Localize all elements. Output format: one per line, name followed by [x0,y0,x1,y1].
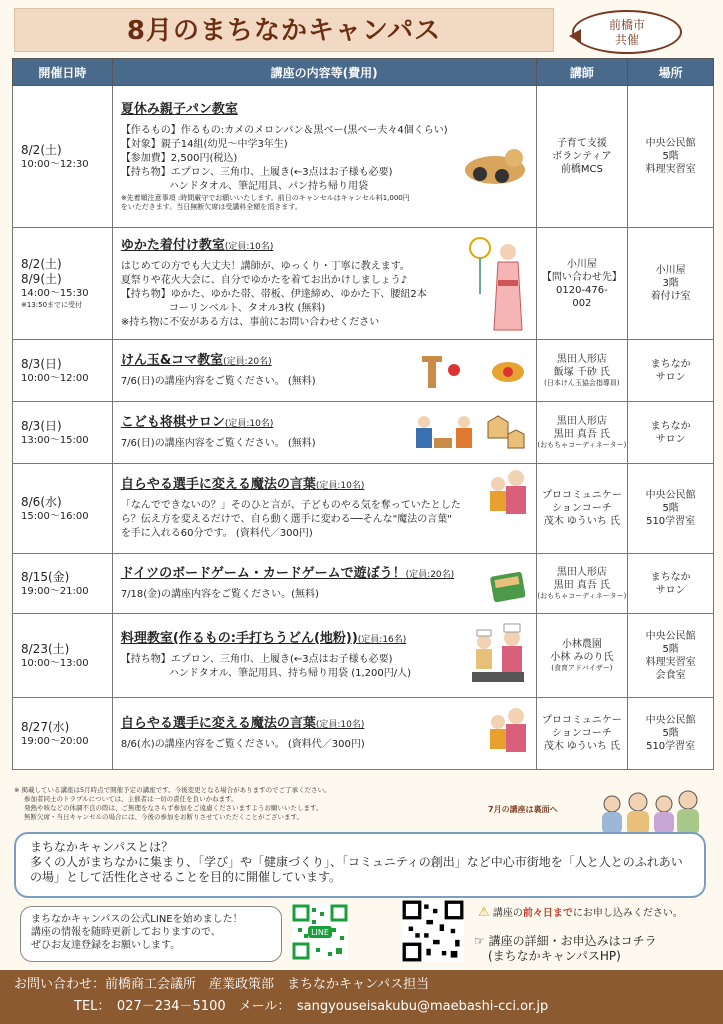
warning-icon: ⚠ [478,905,490,920]
date-main: 8/6(水) [21,494,62,509]
hp-line-1: 講座の詳細・お申込みはコチラ [488,934,657,948]
col-header-place: 場所 [628,59,714,86]
lecturer-line: 小林 みのり氏 [550,652,614,663]
about-text-2: の場」として活性化させることを目的に開催しています。 [30,870,342,884]
lecturer-line: 002 [572,297,592,309]
lecturer-line: 子育て支援 [556,138,607,149]
lecturer-cell [536,228,628,340]
course-title [121,237,528,256]
course-table [12,58,714,770]
cohost-line2: 共催 [614,33,639,47]
hp-link-text[interactable] [474,934,657,964]
place-line: サロン [655,371,686,383]
time-range: 13:00～15:00 [21,434,89,446]
contact-tel-mail[interactable]: TEL： 027－234－5100 メール： sangyouseisakubu@maebashi-cci.or.jp [74,999,549,1014]
apply-post: にお申し込みください。 [572,908,683,919]
bread-illustration [462,140,528,186]
place-cell [628,614,714,698]
lecturer-line: 前橋MCS [560,164,603,175]
lecturer-cell [536,554,628,614]
shogi-illustration [408,408,528,458]
place-line: 小川屋 [655,265,686,276]
date-cell [13,228,113,340]
footnotes [14,786,494,822]
lecturer-cell [536,340,628,402]
line-announcement [20,906,282,962]
lecturer-cell [536,86,628,228]
course-title [121,630,528,649]
kendama-top-illustration [418,348,528,394]
lecturer-line: 黒田人形店 [556,416,607,427]
place-line: まちなか [650,420,691,432]
lecturer-line: 飯塚 千砂 氏 [553,367,611,378]
table-row [13,698,714,770]
lecturer-line: プロコミュニケー [541,490,622,501]
place-cell [628,340,714,402]
content-cell [112,86,536,228]
place-line: 中央公民館 [645,630,696,642]
course-title-text: 料理教室(作るもの:手打ちうどん(地粉)) [120,631,358,646]
course-detail-line: 7/18(金)の講座内容をご覧ください。(無料) [120,589,319,600]
content-cell [112,340,536,402]
date-cell [13,554,113,614]
lecturer-line: 【問い合わせ先】 [541,271,622,283]
course-title-text: こども将棋サロン [120,415,225,430]
reception-note: ※13:50までに受付 [21,301,83,309]
place-line: 5階 [662,728,679,739]
note-4: 無断欠席・当日キャンセルの場合には、今後の参加をお断りさせていただくことがございます。 [24,813,303,821]
place-line: 中央公民館 [645,138,696,149]
line-text-2: 講座の情報を随時更新しておりますので、 [31,927,221,938]
course-fine-print: ※先着順注意事項 :時間厳守でお願いいたします。前日のキャンセルはキャンセル料1,000円 [120,194,410,202]
lecturer-cell [536,614,628,698]
place-line: 会食室 [655,669,686,681]
course-title-text: 自らやる選手に変える魔法の言葉 [120,716,316,731]
date-main: 8/2(土) [21,142,62,157]
date-cell [13,614,113,698]
place-line: 着付け室 [650,291,691,302]
course-title-text: 夏休み親子パン教室 [120,102,238,117]
place-line: 3階 [662,278,679,289]
course-detail-line: 7/6(日)の講座内容をご覧ください。 (無料) [120,438,316,449]
yukata-illustration [468,234,528,334]
hp-line-2: (まちなかキャンパスHP) [488,949,621,963]
date-main: 8/2(土) [21,257,62,271]
capacity: (定員:10名) [315,481,365,491]
lecturer-line: 茂木 ゆういち 氏 [543,741,621,752]
time-range: 19:00～20:00 [21,735,89,747]
capacity: (定員:10名) [315,720,365,730]
table-row [13,464,714,554]
time-range: 10:00～13:00 [21,657,89,669]
hp-qr-code[interactable] [402,900,464,962]
lecturer-cell [536,464,628,554]
place-cell [628,228,714,340]
course-title-text: ドイツのボードゲーム・カードゲームで遊ぼう！ [120,566,406,581]
place-cell [628,554,714,614]
table-row [13,614,714,698]
lecturer-line: 小林農園 [561,639,602,650]
about-heading: まちなかキャンパスとは？ [30,840,174,854]
place-line: サロン [655,584,686,596]
place-cell [628,464,714,554]
course-detail-line: 【持ち物】ゆかた、ゆかた帯、帯板、伊達締め、ゆかた下、腰紐2本 [120,289,427,300]
lecturer-title: (おもちゃコーディネーター) [537,441,627,449]
content-cell [112,402,536,464]
place-line: まちなか [650,358,691,370]
lecturer-line: 黒田 真吾 氏 [553,429,611,440]
date-main: 8/15(金) [21,569,70,584]
content-cell [112,228,536,340]
time-range: 19:00～21:00 [21,585,89,597]
course-title [121,565,528,584]
course-title-text: ゆかた着付け教室 [120,238,225,253]
content-cell [112,614,536,698]
place-line: サロン [655,433,686,445]
date-main: 8/23(土) [21,641,70,656]
course-title [121,715,528,734]
table-header-row [13,59,714,86]
place-line: 料理実習室 [645,656,696,668]
date-second: 8/9(土) [21,272,62,286]
july-courses-note: 7月の講座は裏面へ [488,805,558,814]
line-text-1: まちなかキャンパスの公式LINEを始めました！ [31,914,243,925]
coaching-illustration-2 [484,706,528,766]
lecturer-line: 黒田 真吾 氏 [553,580,611,591]
course-detail-line: 【持ち物】エプロン、三角巾、上履き(←3点はお子様も必要) [120,654,393,665]
date-main: 8/27(水) [21,719,70,734]
course-fine-print: をいただきます。当日無断欠席は受講料全額を頂きます。 [120,203,302,211]
note-1: ※ 掲載している講座は5月時点で開催予定の講座です。今後変更となる場合がありますのでご了承ください。 [14,786,331,794]
place-line: 料理実習室 [645,164,696,175]
apply-pre: 講座の [492,908,523,919]
course-detail-line: ら？伝え方を変えるだけで、自ら動く選手に変わる──そんな"魔法の言葉" [120,514,452,525]
course-detail-line: ハンドタオル、筆記用具、パン持ち帰り用袋 [168,181,369,192]
course-title-text: けん玉&コマ教室 [120,353,224,368]
family-illustration [594,790,706,838]
lecturer-cell [536,402,628,464]
table-row [13,86,714,228]
place-line: 5階 [662,503,679,514]
place-cell [628,698,714,770]
lecturer-line: 茂木 ゆういち 氏 [543,516,621,527]
cooking-illustration [468,622,528,690]
course-detail-line: 【持ち物】エプロン、三角巾、上履き(←3点はお子様も必要) [120,167,393,178]
table-row [13,554,714,614]
content-cell [112,464,536,554]
lecturer-line: ションコーチ [551,503,612,514]
date-cell [13,86,113,228]
capacity: (定員:16名) [357,635,407,645]
time-range: 15:00～16:00 [21,510,89,522]
table-row [13,402,714,464]
date-cell [13,340,113,402]
col-header-lecturer: 講師 [536,59,628,86]
course-detail-line: ※持ち物に不安がある方は、事前にお問い合わせください [120,317,380,328]
lecturer-line: プロコミュニケー [541,715,622,726]
place-line: 5階 [662,643,679,655]
lecturer-line: ションコーチ [551,728,612,739]
qr-line-label: LINE [311,928,329,937]
course-detail-line: ハンドタオル、筆記用具、持ち帰り用袋 (1,200円/人) [168,668,411,679]
lecturer-title: (食育アドバイザー) [551,664,613,672]
coaching-illustration [484,468,528,528]
course-title [121,101,528,120]
course-detail-line: はじめての方でも大丈夫！講師が、ゆっくり・丁寧に教えます。 [120,261,410,272]
note-3: 発熱や咳などの体調不良の際は、ご無理をなさらず参加をご遠慮くださいますようお願いいたします。 [24,804,323,812]
time-range: 10:00～12:00 [21,372,89,384]
lecturer-title: (おもちゃコーディネーター) [537,592,627,600]
course-detail-line: 【作るもの】作るもの:カメのメロンパン＆黒ベー(黒ベー夫々4個くらい) [120,125,448,136]
place-line: 510学習室 [646,741,696,752]
apply-deadline-red: 前々日まで [522,908,573,919]
table-row [13,340,714,402]
course-title [121,476,528,495]
content-cell [112,698,536,770]
pointing-hand-icon: ☞ [474,934,485,948]
title-banner [14,8,554,52]
content-cell [112,554,536,614]
course-detail-line: を手に入れる60分です。 (資料代／300円) [120,528,313,539]
course-detail-line: 【参加費】2,500円(税込) [120,153,238,164]
course-title-text: 自らやる選手に変える魔法の言葉 [120,477,316,492]
date-main: 8/3(日) [21,418,62,433]
col-header-date: 開催日時 [13,59,113,86]
apply-deadline [478,904,683,920]
lecturer-line: 黒田人形店 [556,567,607,578]
boardgame-illustration [488,568,528,608]
place-line: 5階 [662,151,679,162]
course-detail-line: 夏祭りや花火大会に、自分でゆかたを着てお出かけしましょう♪ [120,275,408,286]
cohost-line1: 前橋市 [608,18,645,32]
place-line: まちなか [650,571,691,583]
page-title: 8月のまちなかキャンパス [126,16,442,46]
table-row [13,228,714,340]
place-cell [628,402,714,464]
time-range: 14:00～15:30 [21,288,89,299]
course-detail-line: 【対象】親子14組(幼児～中学3年生) [120,139,288,150]
capacity: (定員:20名) [223,357,272,367]
contact-footer [0,970,723,1024]
capacity: (定員:10名) [224,419,274,429]
cohost-bubble [572,10,682,54]
about-box [14,832,706,898]
contact-dept: お問い合わせ：前橋商工会議所 産業政策部 まちなかキャンパス担当 [14,977,430,992]
place-line: 中央公民館 [645,715,696,726]
place-line: 中央公民館 [645,490,696,501]
course-detail-line: コーリンベルト、タオル3枚 (無料) [168,303,326,314]
date-cell [13,464,113,554]
col-header-content: 講座の内容等(費用) [112,59,536,86]
lecturer-line: 小川屋 [566,258,597,270]
date-cell [13,402,113,464]
line-text-3: ぜひお友達登録をお願いします。 [31,940,181,951]
lecturer-cell [536,698,628,770]
place-line: 510学習室 [646,516,696,527]
date-cell [13,698,113,770]
capacity: (定員:20名) [405,570,455,580]
lecturer-line: 0120-476- [556,284,608,296]
lecturer-title: (日本けん玉協会指導員) [544,379,620,387]
lecturer-line: 黒田人形店 [556,354,607,365]
course-detail-line: 「なんでできないの？」そのひと言が、子どものやる気を奪っていたとした [120,500,461,511]
time-range: 10:00～12:30 [21,158,89,170]
date-main: 8/3(日) [21,356,62,371]
course-detail-line: 7/6(日)の講座内容をご覧ください。 (無料) [120,376,316,387]
note-2: 参加者同士のトラブルについては、主催者は一切の責任を負いかねます。 [24,795,238,803]
course-detail-line: 8/6(水)の講座内容をご覧ください。 (資料代／300円) [120,739,365,750]
line-qr-code[interactable] [292,904,348,960]
about-text-1: 多くの人がまちなかに集まり、「学び」や「健康づくり」、「コミュニティの創出」など中心市街地を「人と人とのふれあい [30,855,683,869]
capacity: (定員:10名) [224,242,274,252]
lecturer-line: ボランティア [552,151,612,162]
place-cell [628,86,714,228]
